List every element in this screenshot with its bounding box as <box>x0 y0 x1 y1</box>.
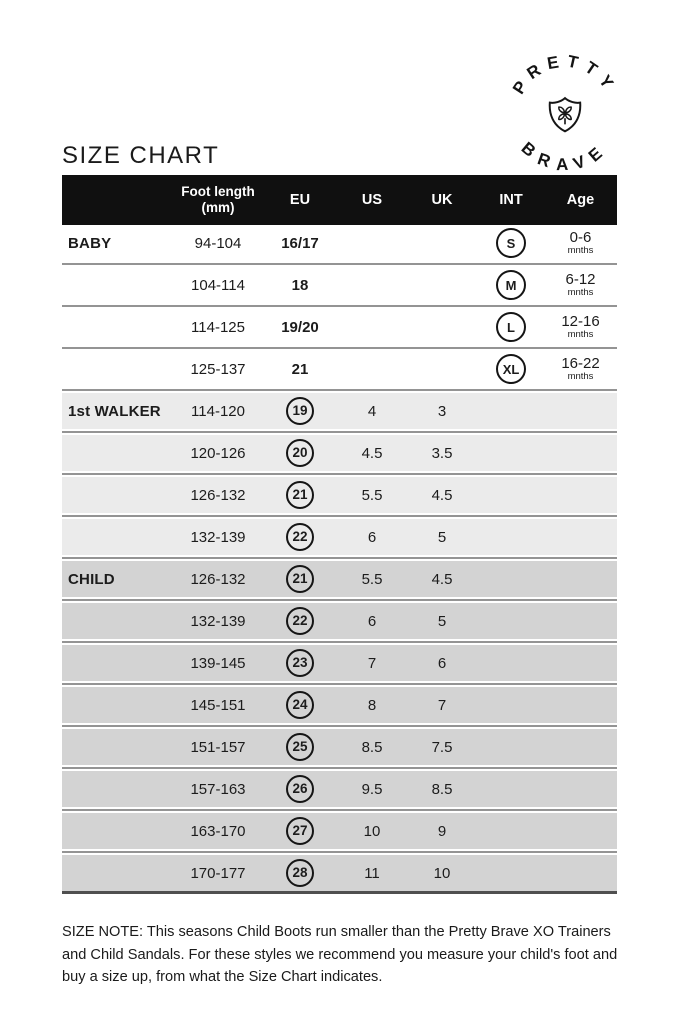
cell-eu <box>262 397 338 425</box>
table-row <box>62 729 617 765</box>
cell-eu <box>262 235 338 252</box>
eu-size-circle: 22 <box>286 523 314 551</box>
svg-text:PRETTY <box>509 51 621 97</box>
cell-foot-length: 145-151 <box>190 696 246 714</box>
cell-foot-length: 120-126 <box>190 444 246 462</box>
size-note <box>62 921 622 989</box>
table-section-white <box>62 225 617 387</box>
table-header-row <box>62 175 617 225</box>
table-section-light <box>62 393 617 555</box>
eu-size-circle: 23 <box>286 649 314 677</box>
cell-int <box>478 228 544 258</box>
cell-eu <box>262 859 338 887</box>
cell-eu <box>262 277 338 294</box>
cell-us: 8 <box>367 696 377 714</box>
header-uk: UK <box>431 192 453 208</box>
cell-eu <box>262 565 338 593</box>
age-range: 6-12 <box>565 270 596 288</box>
cell-foot-length: 151-157 <box>190 738 246 756</box>
cell-foot-length: 132-139 <box>190 612 246 630</box>
eu-size: 16/17 <box>281 234 319 252</box>
cell-uk: 3.5 <box>431 444 453 462</box>
cell-uk: 7 <box>437 696 447 714</box>
cell-foot-length: 114-125 <box>191 318 245 336</box>
cell-us: 5.5 <box>361 486 383 504</box>
cell-eu <box>262 691 338 719</box>
eu-size: 21 <box>291 360 309 378</box>
table-row <box>62 225 617 261</box>
eu-size-circle: 27 <box>286 817 314 845</box>
cell-category: CHILD <box>68 570 115 588</box>
table-row <box>62 393 617 429</box>
cell-uk: 4.5 <box>431 486 453 504</box>
eu-size-circle: 24 <box>286 691 314 719</box>
header-eu: EU <box>289 192 311 208</box>
age-range: 16-22 <box>561 354 600 372</box>
eu-size-circle: 26 <box>286 775 314 803</box>
header-age: Age <box>566 192 595 208</box>
table-row <box>62 813 617 849</box>
cell-us: 4 <box>367 402 377 420</box>
cell-age <box>544 314 617 341</box>
cell-us: 10 <box>363 822 381 840</box>
cell-uk: 7.5 <box>431 738 453 756</box>
header-int: INT <box>499 192 523 208</box>
int-size-circle: M <box>496 270 526 300</box>
table-row <box>62 603 617 639</box>
table-row <box>62 771 617 807</box>
cell-foot-length: 126-132 <box>190 570 246 588</box>
cell-foot-length: 163-170 <box>190 822 246 840</box>
age-unit: mnths <box>567 329 594 341</box>
cell-foot-length: 170-177 <box>190 864 246 882</box>
cell-us: 5.5 <box>361 570 383 588</box>
age-unit: mnths <box>567 287 594 299</box>
svg-text:BRAVE <box>518 138 613 174</box>
cell-uk: 6 <box>437 654 447 672</box>
page-title: SIZE CHART <box>62 142 220 169</box>
table-row <box>62 687 617 723</box>
eu-size-circle: 19 <box>286 397 314 425</box>
cell-us: 8.5 <box>361 738 383 756</box>
table-row <box>62 477 617 513</box>
table-row <box>62 309 617 345</box>
int-size-circle: S <box>496 228 526 258</box>
cell-uk: 8.5 <box>431 780 453 798</box>
age-range: 12-16 <box>561 312 600 330</box>
cell-age <box>544 230 617 257</box>
cell-foot-length: 125-137 <box>190 360 246 378</box>
header-us: US <box>361 192 383 208</box>
cell-us: 11 <box>364 864 380 882</box>
table-row <box>62 855 617 891</box>
table-row <box>62 267 617 303</box>
cell-int <box>478 312 544 342</box>
table-row <box>62 435 617 471</box>
cell-eu <box>262 607 338 635</box>
table-row <box>62 351 617 387</box>
cell-uk: 5 <box>437 612 447 630</box>
cell-category: 1st WALKER <box>68 402 161 420</box>
eu-size-circle: 21 <box>286 481 314 509</box>
eu-size-circle: 21 <box>286 565 314 593</box>
eu-size: 18 <box>291 276 309 294</box>
eu-size-circle: 22 <box>286 607 314 635</box>
int-size-circle: XL <box>496 354 526 384</box>
clover-icon <box>558 106 573 124</box>
header-foot-length-line2: (mm) <box>201 200 235 215</box>
table-row <box>62 645 617 681</box>
cell-eu <box>262 361 338 378</box>
shield-icon <box>550 98 581 131</box>
cell-int <box>478 354 544 384</box>
size-table-body <box>62 225 617 891</box>
cell-eu <box>262 523 338 551</box>
cell-us: 6 <box>367 612 377 630</box>
cell-age <box>544 356 617 383</box>
cell-int <box>478 270 544 300</box>
shield-clover-icon <box>500 48 630 178</box>
cell-foot-length: 132-139 <box>190 528 246 546</box>
cell-foot-length: 94-104 <box>194 234 242 252</box>
header-foot-length <box>174 184 262 216</box>
cell-foot-length: 139-145 <box>190 654 246 672</box>
cell-us: 4.5 <box>361 444 383 462</box>
age-unit: mnths <box>567 245 594 257</box>
size-table <box>62 175 617 891</box>
eu-size-circle: 28 <box>286 859 314 887</box>
eu-size-circle: 25 <box>286 733 314 761</box>
age-unit: mnths <box>567 371 594 383</box>
table-row <box>62 519 617 555</box>
header-foot-length-line1: Foot length <box>181 183 255 199</box>
brand-text-bottom: BRAVE <box>517 138 613 175</box>
eu-size-circle: 20 <box>286 439 314 467</box>
cell-us: 7 <box>367 654 377 672</box>
cell-uk: 9 <box>437 822 447 840</box>
cell-eu <box>262 649 338 677</box>
eu-size: 19/20 <box>281 318 319 336</box>
cell-uk: 3 <box>437 402 447 420</box>
age-range: 0-6 <box>569 228 592 246</box>
cell-eu <box>262 817 338 845</box>
cell-uk: 10 <box>433 864 451 882</box>
cell-foot-length: 104-114 <box>191 276 245 294</box>
cell-eu <box>262 319 338 336</box>
table-row <box>62 561 617 597</box>
cell-foot-length: 157-163 <box>190 780 246 798</box>
cell-foot-length: 114-120 <box>191 402 245 420</box>
int-size-circle: L <box>496 312 526 342</box>
cell-eu <box>262 481 338 509</box>
size-note-text: SIZE NOTE: This seasons Child Boots run smaller than the Pretty Brave XO Trainers and Child Sandals. For these styles we recommend you measure your child's foot and buy a size up, from what the Size Chart indicates. <box>62 924 618 986</box>
cell-us: 6 <box>367 528 377 546</box>
cell-foot-length: 126-132 <box>190 486 246 504</box>
table-section-dark <box>62 561 617 891</box>
brand-logo <box>500 48 630 178</box>
cell-uk: 4.5 <box>431 570 453 588</box>
brand-text-top: PRETTY <box>509 51 621 98</box>
cell-category: BABY <box>68 234 112 252</box>
cell-us: 9.5 <box>361 780 383 798</box>
cell-eu <box>262 439 338 467</box>
cell-eu <box>262 733 338 761</box>
cell-eu <box>262 775 338 803</box>
cell-uk: 5 <box>437 528 447 546</box>
cell-age <box>544 272 617 299</box>
